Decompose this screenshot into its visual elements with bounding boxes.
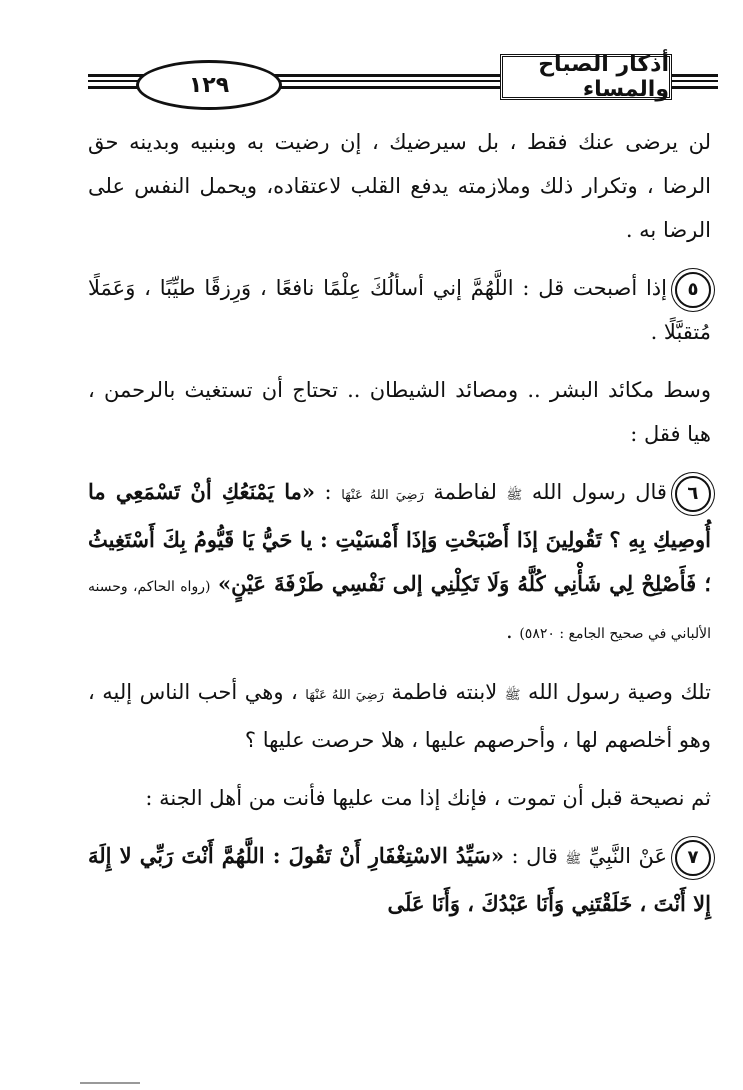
colon: : <box>324 480 332 504</box>
paragraph: ثم نصيحة قبل أن تموت ، فإنك إذا مت عليها فأنت من أهل الجنة : <box>145 786 711 810</box>
footer-mark <box>80 1082 140 1084</box>
page-header <box>88 52 718 122</box>
honorific-mark: رَضِيَ اللهُ عَنْهَا <box>341 488 424 503</box>
dhikr-item-7 <box>88 834 711 926</box>
hadith-intro-mid: لفاطمة <box>433 480 497 504</box>
text-part: تلك وصية رسول الله <box>528 680 711 704</box>
dhikr-item-5 <box>88 266 711 354</box>
item-number-badge: ٧ <box>675 840 711 876</box>
text-part: لابنته فاطمة <box>391 680 498 704</box>
item-number-badge: ٦ <box>675 476 711 512</box>
paragraph: لن يرضى عنك فقط ، بل سيرضيك ، إن رضيت به وبنبيه وبدينه حق الرضا ، وتكرار ذلك وملازمته يدفع القلب لاعتقاده، ويحمل النفس على الرضا به . <box>88 130 711 242</box>
item-number-badge: ٥ <box>675 272 711 308</box>
paragraph <box>88 670 711 762</box>
honorific-mark: رَضِيَ اللهُ عَنْهَا <box>305 688 384 703</box>
dhikr-item-6 <box>88 470 711 656</box>
salutation-mark: ﷺ <box>504 688 521 703</box>
hadith-text: «ما يَمْنَعُكِ أنْ تَسْمَعِي ما أُوصِيكِ بِهِ ؟ تَقُولِينَ إذَا أَصْبَحْتِ وَإذَا أَمْسَيْتِ : يا حَيُّ يَا قَيُّومُ بِكَ أَسْتَغِيثُ ؛ فَأَصْلِحْ لِي شَأْنِي كُلَّهُ وَلَا تَكِلْنِي إلى نَفْسِي طَرْفَةَ عَيْنٍ» <box>88 479 711 596</box>
hadith-said: قال : <box>511 844 558 868</box>
period: . <box>505 619 513 643</box>
hadith-intro: عَنْ النَّبِيِّ <box>588 844 668 868</box>
page-number: ١٢٩ <box>136 60 282 110</box>
text-part: ، وهي أحب الناس إليه ، وهو أخلصهم لها ، وأحرصهم عليها ، هلا حرصت عليها ؟ <box>88 680 711 752</box>
book-title: أذكار الصباح والمساء <box>500 54 672 100</box>
salutation-mark: ﷺ <box>565 852 582 867</box>
hadith-intro: قال رسول الله <box>531 480 667 504</box>
paragraph: وسط مكائد البشر .. ومصائد الشيطان .. تحتاج أن تستغيث بالرحمن ، هيا فقل : <box>88 378 711 446</box>
hadith-text: «سَيِّدُ الاسْتِغْفَارِ أَنْ تَقُولَ : اللَّهُمَّ أَنْتَ رَبِّي لا إِلَهَ إِلا أَنْتَ ، خَلَقْتَنِي وَأَنَا عَبْدُكَ ، وَأَنَا عَلَى <box>88 843 711 916</box>
salutation-mark: ﷺ <box>506 488 523 503</box>
page-body <box>88 120 711 940</box>
hadith-source: (رواه الحاكم، وحسنه الألباني في صحيح الجامع : ٥٨٢٠) <box>88 579 711 642</box>
dhikr-text: إذا أصبحت قل : اللَّهُمَّ إني أسألُكَ عِلْمًا نافعًا ، وَرِزقًا طيِّبًا ، وَعَمَلًا مُتقبَّلًا . <box>88 276 711 344</box>
